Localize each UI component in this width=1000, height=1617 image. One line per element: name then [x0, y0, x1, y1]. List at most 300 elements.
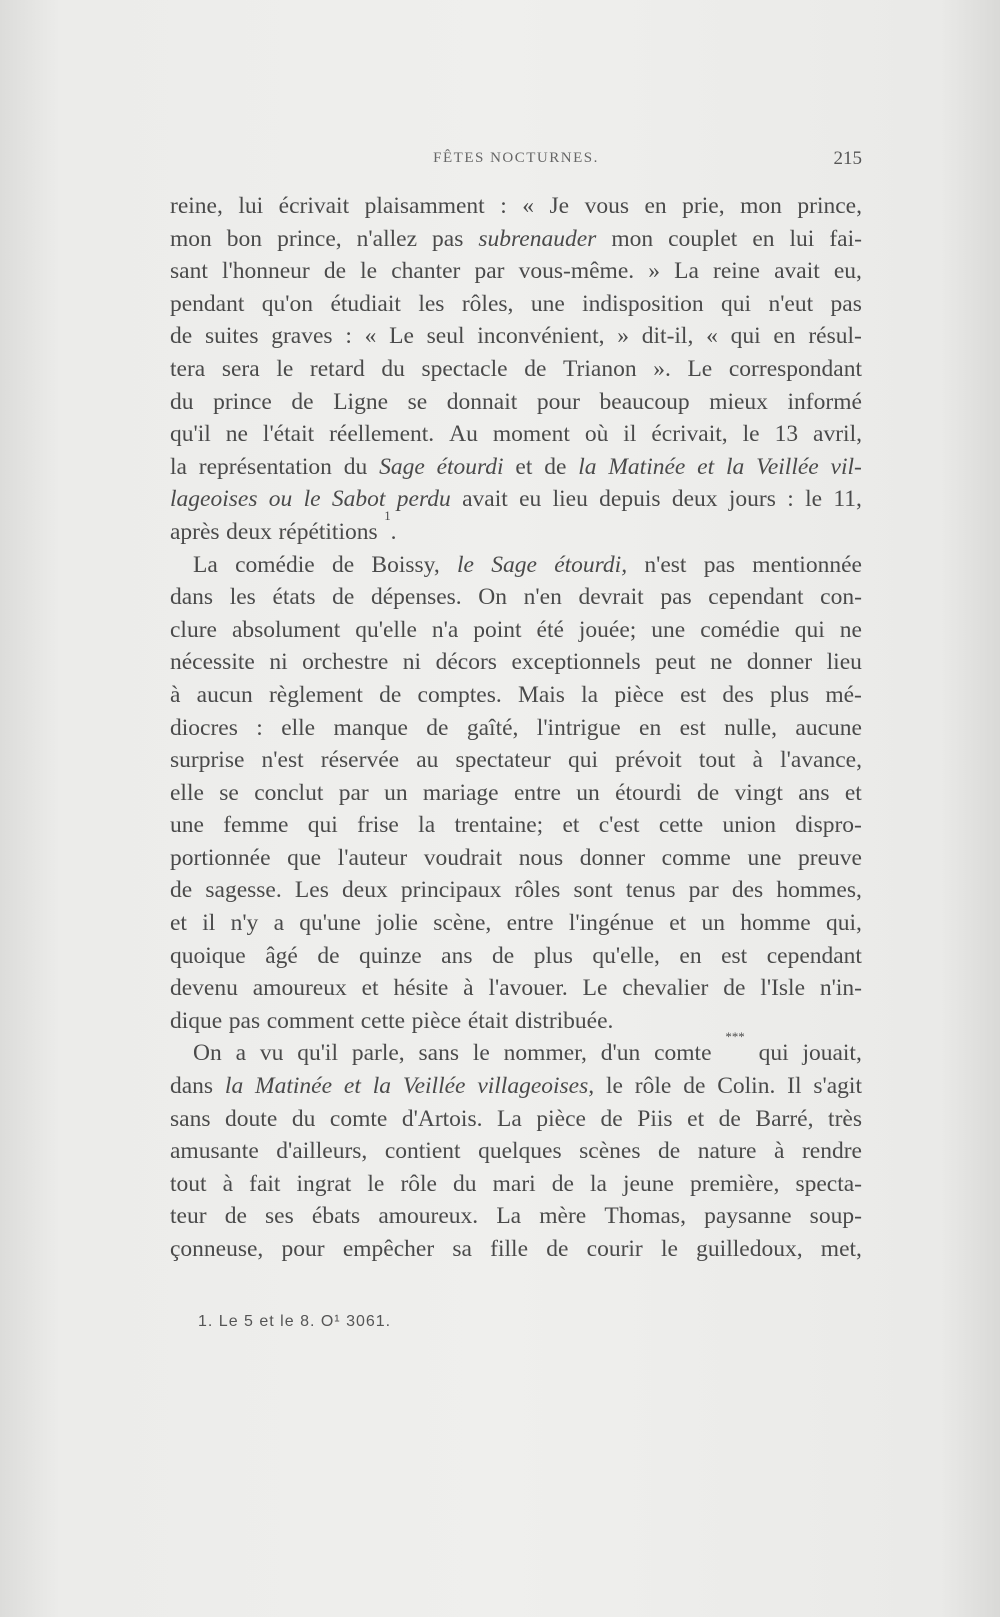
text-line	[170, 679, 862, 712]
word: pas	[830, 290, 862, 317]
word: l'était	[262, 421, 315, 448]
text-line	[170, 1233, 862, 1266]
word: Le	[582, 975, 608, 1002]
word: mon	[611, 225, 654, 252]
word: aucune	[795, 714, 862, 741]
word: dit-il,	[641, 323, 694, 350]
word: nécessite	[170, 649, 255, 676]
word: étudiait	[330, 290, 401, 317]
word: et	[361, 975, 379, 1002]
word: Je	[549, 193, 570, 219]
word: et	[515, 453, 533, 480]
word: de	[426, 714, 449, 741]
text-line	[170, 1029, 862, 1070]
word: de	[600, 1105, 623, 1132]
word: lui	[238, 193, 264, 219]
text-line	[170, 386, 862, 419]
italic-word: Sage	[379, 453, 425, 480]
word: donnait	[446, 388, 518, 415]
word: soup-	[809, 1203, 862, 1230]
word: vous-même.	[518, 258, 635, 285]
word: teur	[170, 1203, 207, 1230]
word: décors	[435, 649, 497, 676]
word: surprise	[170, 747, 245, 774]
word: se	[219, 779, 239, 806]
italic-word: et	[343, 1073, 361, 1100]
word: correspondant	[728, 355, 862, 382]
word: règlement	[268, 681, 363, 708]
italic-word: vil-	[830, 453, 862, 480]
italic-word: subrenauder	[478, 225, 597, 252]
word: avait	[462, 486, 508, 513]
word: le	[360, 258, 378, 285]
word: pièce	[614, 681, 664, 708]
word: portionnée	[170, 844, 271, 871]
word: pendant	[170, 290, 245, 317]
word: jeune	[623, 1170, 674, 1197]
italic-word: villageoises,	[477, 1073, 595, 1100]
word: à	[774, 1138, 785, 1165]
text-line	[170, 1168, 862, 1201]
word: n'est	[261, 747, 304, 774]
word: qui	[758, 1040, 789, 1067]
word: amusante	[170, 1138, 259, 1165]
word: du	[291, 1105, 316, 1132]
word: ni	[402, 649, 422, 676]
word: comte	[329, 1105, 388, 1132]
word: qu'on	[261, 290, 314, 317]
word: avait	[774, 258, 820, 285]
word: en	[644, 193, 667, 219]
text-line	[170, 190, 862, 223]
superscript: 1	[384, 507, 391, 523]
word: le	[367, 1170, 385, 1197]
word: sa	[452, 1236, 472, 1262]
word: et	[844, 779, 862, 806]
body-text	[170, 190, 862, 1266]
page-number: 215	[833, 148, 862, 169]
word: dépenses.	[370, 584, 462, 611]
word: une	[651, 616, 686, 643]
word: beaucoup	[599, 388, 690, 415]
word: Ligne	[333, 388, 389, 415]
word: une	[170, 812, 204, 839]
word: deux	[226, 518, 272, 545]
superscript: ***	[725, 1029, 745, 1045]
word: Boissy,	[371, 551, 440, 578]
word: point	[473, 616, 522, 643]
text-line	[170, 255, 862, 288]
word: dispro-	[795, 812, 862, 839]
word: elle	[170, 779, 204, 806]
text-line	[170, 483, 862, 516]
word: la	[590, 1170, 607, 1197]
word: retard	[309, 355, 365, 382]
text-line	[170, 581, 862, 614]
word: d'ailleurs,	[276, 1138, 368, 1165]
word: plaisamment	[364, 193, 485, 219]
word: l'intrigue	[536, 714, 621, 741]
word: chevalier	[622, 975, 709, 1002]
word: un	[576, 779, 600, 806]
italic-word: le	[457, 551, 474, 578]
word: de	[544, 453, 567, 480]
word: de	[524, 355, 547, 382]
word: jolie	[376, 910, 418, 937]
word: est	[680, 681, 707, 708]
word: la	[418, 812, 436, 839]
text-line	[170, 907, 862, 940]
word: d'un	[600, 1040, 641, 1067]
word: plus	[533, 942, 573, 969]
word: frise	[357, 812, 399, 839]
word: Au	[449, 421, 478, 448]
text-line	[170, 1200, 862, 1233]
word: étourdi	[615, 779, 682, 806]
word: qu'il	[170, 421, 211, 448]
word: preuve	[798, 844, 862, 871]
text-line	[170, 320, 862, 353]
word: nature	[697, 1138, 757, 1165]
running-title: FÊTES NOCTURNES.	[433, 150, 599, 166]
word: de	[658, 1138, 681, 1165]
word: quoique	[170, 942, 246, 969]
word: sant	[170, 258, 208, 285]
text-line	[170, 353, 862, 386]
text-line	[170, 646, 862, 679]
word: il	[623, 421, 637, 448]
word: de	[323, 258, 347, 285]
text-line	[170, 777, 862, 810]
word: «	[364, 323, 377, 350]
text-line	[170, 223, 862, 256]
word: met,	[820, 1236, 862, 1262]
word: moment	[492, 421, 570, 448]
word: specta-	[795, 1170, 862, 1197]
word: mieux	[709, 388, 768, 415]
word: amoureux	[252, 975, 347, 1002]
word: la	[170, 453, 187, 480]
text-line	[170, 549, 862, 582]
word: de	[718, 1105, 741, 1132]
word: le	[742, 421, 760, 448]
word: été	[536, 616, 564, 643]
word: diocres	[170, 714, 238, 741]
word: On	[193, 1040, 222, 1067]
word: depuis	[599, 486, 661, 513]
text-line	[170, 288, 862, 321]
word: prince,	[277, 225, 342, 252]
word: à	[752, 747, 763, 774]
word: courir	[586, 1236, 643, 1262]
word: fille	[490, 1236, 529, 1262]
word: mé-	[825, 681, 862, 708]
word: lieu	[552, 486, 588, 513]
word: homme	[740, 910, 811, 937]
word: chanter	[391, 258, 461, 285]
word: dans	[170, 584, 214, 611]
word: La	[497, 1105, 522, 1132]
word: eu	[519, 486, 542, 513]
word: comte	[654, 1040, 712, 1067]
word: rôles,	[461, 290, 514, 317]
word: rendre	[801, 1138, 862, 1165]
word: n'eut	[768, 290, 814, 317]
word: con-	[820, 584, 862, 611]
word: peut	[655, 649, 696, 676]
word: le	[805, 486, 823, 513]
word: mariage	[422, 779, 499, 806]
word: :	[256, 714, 263, 741]
word: lieu	[826, 649, 862, 676]
word: des	[731, 877, 764, 904]
word: ses	[265, 1203, 294, 1230]
word: »	[648, 258, 660, 285]
word: dique	[170, 1007, 223, 1034]
word: hésite	[393, 975, 449, 1002]
text-line	[170, 1103, 862, 1136]
word: trentaine;	[454, 812, 544, 839]
word: paysanne	[704, 1203, 792, 1230]
word: à	[222, 1170, 234, 1197]
italic-word: la	[725, 453, 745, 480]
word: qu'elle	[355, 616, 417, 643]
word: de	[546, 1236, 569, 1262]
word: La	[496, 1203, 522, 1230]
word: nommer,	[503, 1040, 587, 1067]
word: représentation	[198, 453, 332, 480]
word: âgé	[265, 942, 298, 969]
word: l'auteur	[337, 844, 408, 871]
word: :	[345, 323, 352, 350]
word: ans	[798, 779, 830, 806]
word: du	[453, 1170, 477, 1197]
word: le	[660, 1236, 678, 1262]
italic-word: Sabot	[331, 486, 386, 513]
word: qu'elle,	[592, 942, 660, 969]
word: un	[701, 910, 725, 937]
text-line	[170, 1070, 862, 1103]
word: tout	[698, 747, 736, 774]
italic-word: Veillée	[756, 453, 819, 480]
word: Il	[787, 1073, 802, 1100]
word: ne	[839, 616, 862, 643]
word: scène,	[433, 910, 492, 937]
word: prince,	[797, 193, 862, 219]
word: n'y	[230, 910, 259, 937]
word: sera	[221, 355, 260, 382]
word: a	[273, 910, 284, 937]
word: jouée;	[578, 616, 637, 643]
text-line	[170, 507, 862, 549]
word: très	[828, 1105, 862, 1132]
italic-word: Matinée	[255, 1073, 333, 1100]
word: est	[679, 714, 706, 741]
word: absolument	[231, 616, 341, 643]
word: pièce	[536, 1105, 586, 1132]
word: de	[170, 323, 193, 350]
word: orchestre	[302, 649, 389, 676]
word: clure	[170, 616, 217, 643]
word: de	[170, 877, 193, 904]
text-line	[170, 809, 862, 842]
word: mari	[492, 1170, 536, 1197]
word: reine	[713, 258, 760, 285]
word: qui	[794, 616, 825, 643]
word: n'en	[523, 584, 562, 611]
word: du	[381, 355, 405, 382]
word: ans	[441, 942, 473, 969]
word: scènes	[579, 1138, 641, 1165]
word: entre	[506, 910, 554, 937]
word: des	[722, 681, 754, 708]
word: du	[170, 388, 194, 415]
word: l'ingénue	[568, 910, 654, 937]
word: On	[478, 584, 508, 611]
word: elle	[281, 714, 316, 741]
word: pour	[536, 388, 580, 415]
italic-word: le	[303, 486, 321, 513]
word: que	[287, 844, 322, 871]
word: où	[584, 421, 609, 448]
word: doute	[225, 1105, 278, 1132]
word: comment	[266, 1007, 355, 1034]
word: »	[617, 323, 630, 350]
word: états	[272, 584, 316, 611]
word: pour	[281, 1236, 325, 1262]
word: du	[343, 453, 368, 480]
word: tenus	[625, 877, 676, 904]
word: prévoit	[615, 747, 682, 774]
word: au	[416, 747, 439, 774]
text-line	[170, 744, 862, 777]
italic-word: et	[697, 453, 715, 480]
word: rôle	[400, 1170, 437, 1197]
word: vu	[259, 1040, 284, 1067]
word: ne	[225, 421, 248, 448]
word: contient	[384, 1138, 461, 1165]
word: 11,	[833, 486, 862, 513]
word: hommes,	[776, 877, 862, 904]
text-line	[170, 874, 862, 907]
word: mentionnée	[752, 551, 862, 578]
word: et	[669, 910, 687, 937]
italic-word: la	[372, 1073, 391, 1100]
word: jouait,	[802, 1040, 862, 1067]
word: l'Isle	[760, 975, 806, 1002]
word: devrait	[578, 584, 644, 611]
word: une	[747, 844, 782, 871]
word: n'a	[431, 616, 459, 643]
word: distribuée.	[514, 1007, 614, 1034]
word: Le	[687, 355, 713, 382]
text-line	[170, 712, 862, 745]
word: était	[467, 1007, 509, 1034]
word: et	[562, 812, 580, 839]
italic-word: la	[224, 1073, 244, 1100]
word: pièce	[411, 1007, 462, 1034]
word: fait	[249, 1170, 281, 1197]
word: n'allez	[356, 225, 418, 252]
italic-word: étourdi,	[554, 551, 628, 578]
word: la	[581, 681, 599, 708]
word: .	[390, 518, 397, 545]
word: bon	[226, 225, 263, 252]
word: par	[474, 258, 505, 285]
word: a	[235, 1040, 247, 1067]
word: «	[522, 193, 534, 219]
word: parle,	[351, 1040, 405, 1067]
word: ingrat	[296, 1170, 352, 1197]
word: :	[500, 193, 507, 219]
word: seul	[426, 323, 465, 350]
word: Mais	[517, 681, 565, 708]
word: Colin.	[717, 1073, 776, 1100]
word: de	[551, 1170, 574, 1197]
word: à	[170, 681, 181, 708]
word: ne	[710, 649, 733, 676]
word: mère	[539, 1203, 587, 1230]
word: un	[384, 779, 408, 806]
text-line	[170, 842, 862, 875]
word: quinze	[359, 942, 422, 969]
word: voudrait	[423, 844, 503, 871]
word: La	[674, 258, 699, 285]
word: il	[202, 910, 216, 937]
word: le	[276, 355, 294, 382]
word: d'Artois.	[401, 1105, 483, 1132]
word: réservée	[320, 747, 400, 774]
word: qui	[730, 323, 761, 350]
word: de	[291, 388, 314, 415]
word: lui	[789, 225, 815, 252]
word: Les	[294, 877, 329, 904]
word: pas	[228, 1007, 261, 1034]
word: pas	[432, 225, 464, 252]
word: spectacle	[421, 355, 508, 382]
word: comédie	[235, 551, 315, 578]
word: en	[752, 225, 775, 252]
word: est	[721, 942, 748, 969]
word: après	[170, 518, 220, 545]
word: cependant	[708, 584, 804, 611]
italic-word: la	[578, 453, 597, 480]
word: de	[379, 681, 402, 708]
word: amoureux.	[378, 1203, 479, 1230]
word: de	[697, 779, 720, 806]
word: n'est	[644, 551, 687, 578]
word: cette	[658, 812, 704, 839]
word: par	[338, 779, 369, 806]
word: vingt	[734, 779, 783, 806]
text-line	[170, 940, 862, 973]
word: s'agit	[813, 1073, 862, 1100]
word: pas	[660, 584, 692, 611]
italic-word: étourdi	[436, 453, 504, 480]
word: comédie	[700, 616, 780, 643]
word: comptes.	[417, 681, 502, 708]
text-line	[170, 418, 862, 451]
italic-word: lageoises	[170, 486, 258, 513]
word: c'est	[598, 812, 640, 839]
word: première,	[689, 1170, 780, 1197]
word: union	[722, 812, 776, 839]
word: tout	[170, 1170, 207, 1197]
word: aucun	[196, 681, 253, 708]
word: entre	[513, 779, 561, 806]
word: Piis	[637, 1105, 673, 1132]
word: mon	[740, 193, 782, 219]
